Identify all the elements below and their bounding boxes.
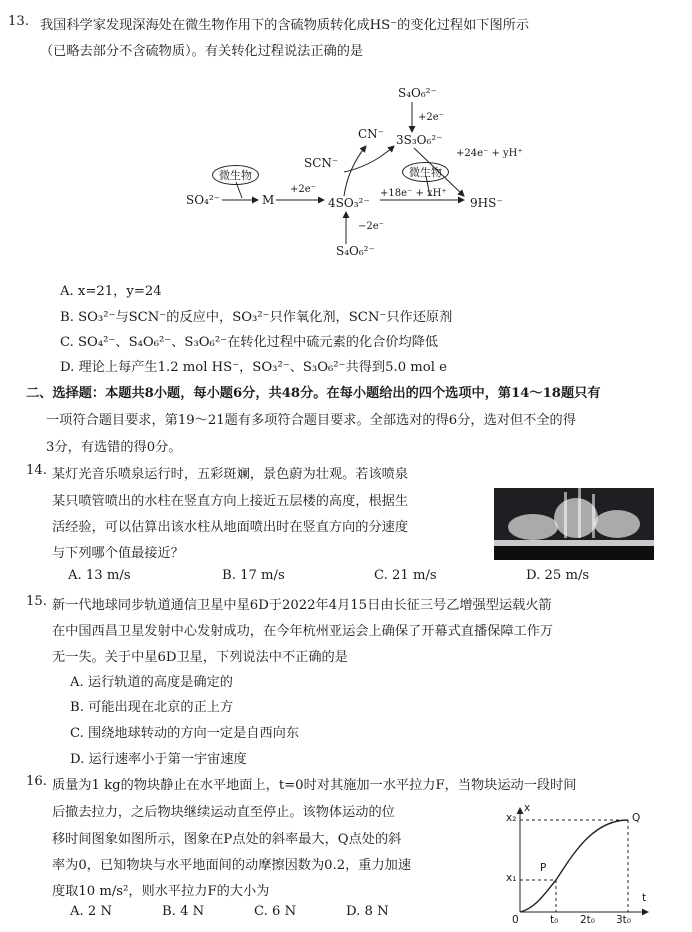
q14-stem-line3: 活经验，可以估算出该水柱从地面喷出时在竖直方向的分速度	[52, 520, 409, 535]
q16-stem-line1: 质量为1 kg的物块静止在水平地面上，t=0时对其施加一水平拉力F，当物块运动一段时间	[52, 778, 577, 793]
graph-point-q: Q	[632, 812, 641, 824]
graph-2t0-label: 2t₀	[580, 914, 596, 926]
graph-x-label: t	[642, 892, 647, 904]
q16-option-a[interactable]: A. 2 N	[70, 904, 113, 919]
m-label: M	[262, 193, 275, 207]
q15-stem-line3: 无一失。关于中星6D卫星，下列说法中不正确的是	[52, 650, 348, 665]
q14-stem-line2: 某只喷管喷出的水柱在竖直方向上接近五层楼的高度，根据生	[52, 494, 409, 509]
q15-stem-line2: 在中国西昌卫星发射中心发射成功，在今年杭州亚运会上确保了开幕式直播保障工作万	[52, 624, 554, 639]
q15-stem-line1: 新一代地球同步轨道通信卫星中星6D于2022年4月15日由长征三号乙增强型运载火箭	[52, 598, 552, 613]
q16-option-d[interactable]: D. 8 N	[346, 904, 389, 919]
graph-x2-label: x₂	[506, 812, 517, 824]
graph-x1-label: x₁	[506, 872, 517, 884]
q15-option-d[interactable]: D. 运行速率小于第一宇宙速度	[70, 752, 247, 767]
q16-option-c[interactable]: C. 6 N	[254, 904, 297, 919]
xt-curve	[520, 820, 628, 912]
graph-t0-label: t₀	[550, 914, 559, 926]
minus2e-label: −2e⁻	[358, 221, 384, 232]
s4o6-bottom-label: S₄O₆²⁻	[336, 244, 375, 258]
hs-label: 9HS⁻	[470, 196, 503, 210]
q16-stem-line2: 后撤去拉力，之后物块继续运动直至停止。该物体运动的位	[52, 805, 395, 820]
section2-line2: 一项符合题目要求，第19～21题有多项符合题目要求。全部选对的得6分，选对但不全的得	[46, 413, 576, 428]
q16-option-b[interactable]: B. 4 N	[162, 904, 205, 919]
q13-number: 13.	[8, 14, 29, 29]
q13-stem-line2: （已略去部分不含硫物质）。有关转化过程说法正确的是	[40, 44, 364, 59]
q14-option-b[interactable]: B. 17 m/s	[222, 568, 285, 583]
plus18-label: +18e⁻ + xH⁺	[380, 188, 447, 199]
q14-number: 14.	[26, 463, 47, 478]
q15-option-b[interactable]: B. 可能出现在北京的正上方	[70, 700, 234, 715]
q13-option-d[interactable]: D. 理论上每产生1.2 mol HS⁻，SO₃²⁻、S₃O₆²⁻共得到5.0 mol e	[60, 360, 447, 375]
scn-label: SCN⁻	[304, 156, 339, 170]
microbe-oval-1: 微生物	[212, 165, 259, 185]
section2-line1: 二、选择题：本题共8小题，每小题6分，共48分。在每小题给出的四个选项中，第14～18题只有	[26, 386, 601, 401]
q14-option-c[interactable]: C. 21 m/s	[374, 568, 437, 583]
q13-option-c[interactable]: C. SO₄²⁻、S₄O₆²⁻、S₃O₆²⁻在转化过程中硫元素的化合价均降低	[60, 335, 439, 350]
section2-line3: 3分，有选错的得0分。	[46, 440, 182, 455]
s3o6-label: 3S₃O₆²⁻	[396, 133, 443, 147]
q16-number: 16.	[26, 774, 47, 789]
q13-option-a[interactable]: A. x=21，y=24	[60, 284, 162, 299]
plus2e-top-label: +2e⁻	[418, 112, 444, 123]
q14-stem-line4: 与下列哪个值最接近？	[52, 546, 184, 561]
q15-number: 15.	[26, 594, 47, 609]
s4o6-top-label: S₄O₆²⁻	[398, 86, 437, 100]
so4-label: SO₄²⁻	[186, 193, 221, 207]
q14-option-a[interactable]: A. 13 m/s	[68, 568, 131, 583]
cn-label: CN⁻	[358, 127, 385, 141]
plus2e-left-label: +2e⁻	[290, 184, 316, 195]
graph-origin: 0	[512, 914, 519, 926]
q14-option-d[interactable]: D. 25 m/s	[526, 568, 590, 583]
q14-stem-line1: 某灯光音乐喷泉运行时，五彩斑斓，景色蔚为壮观。若该喷泉	[52, 467, 409, 482]
q16-stem-line3: 移时间图象如图所示，图象在P点处的斜率最大，Q点处的斜	[52, 832, 402, 847]
graph-point-p: P	[540, 862, 547, 874]
graph-3t0-label: 3t₀	[616, 914, 632, 926]
graph-y-label: x	[524, 802, 531, 814]
q16-stem-line5: 度取10 m/s²，则水平拉力F的大小为	[52, 884, 270, 899]
plus24-label: +24e⁻ + yH⁺	[456, 148, 523, 159]
q13-stem-line1: 我国科学家发现深海处在微生物作用下的含硫物质转化成HS⁻的变化过程如下图所示	[40, 18, 530, 33]
microbe-oval-2: 微生物	[402, 162, 449, 182]
q15-option-a[interactable]: A. 运行轨道的高度是确定的	[70, 675, 233, 690]
q13-option-b[interactable]: B. SO₃²⁻与SCN⁻的反应中，SO₃²⁻只作氧化剂，SCN⁻只作还原剂	[60, 310, 453, 325]
q15-option-c[interactable]: C. 围绕地球转动的方向一定是自西向东	[70, 726, 300, 741]
q16-stem-line4: 率为0，已知物块与水平地面间的动摩擦因数为0.2，重力加速	[52, 858, 412, 873]
so3-label: 4SO₃²⁻	[328, 196, 370, 210]
